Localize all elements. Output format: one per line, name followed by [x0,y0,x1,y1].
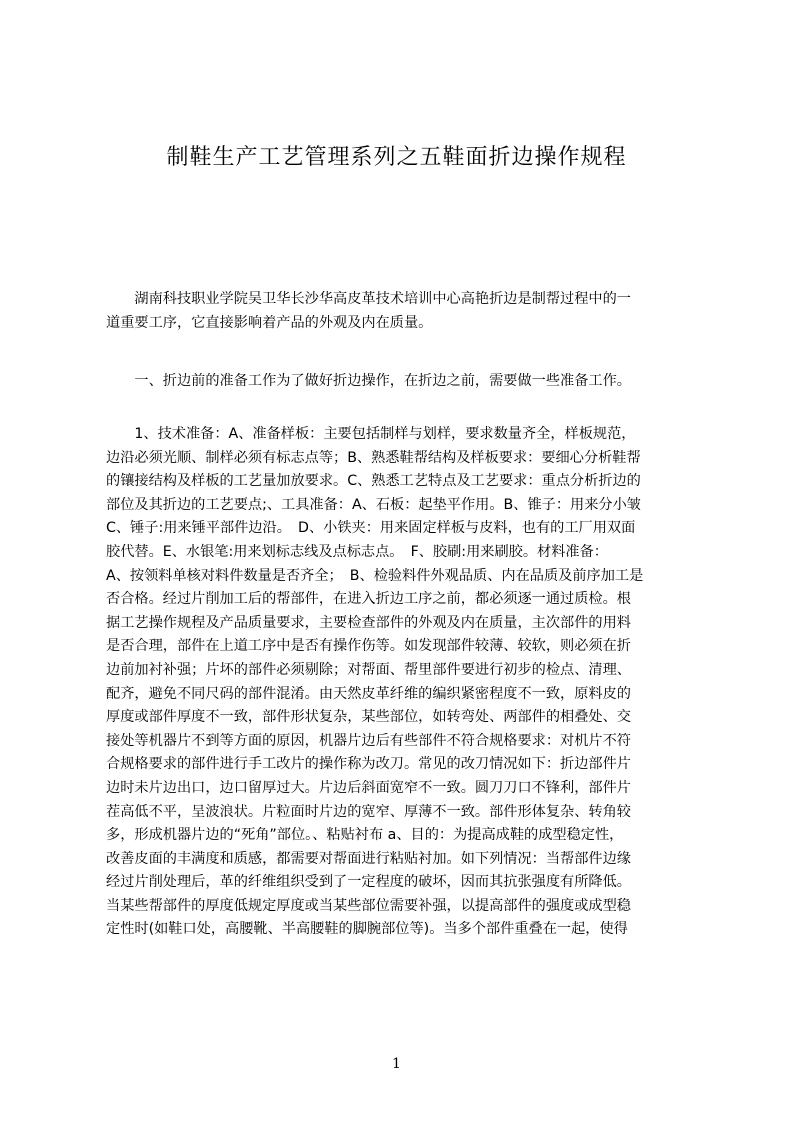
text-line: 定性时(如鞋口处，高腰靴、半高腰鞋的脚腕部位等)。当多个部件重叠在一起，使得 [106,921,628,938]
text-line: A、按领料单核对料件数量是否齐全； B、检验料件外观品质、内在品质及前序加工是 [106,567,644,584]
text-line: 的镶接结构及样板的工艺量加放要求。C、熟悉工艺特点及工艺要求：重点分析折边的 [106,473,641,490]
text-line: 道重要工序，它直接影响着产品的外观及内在质量。 [106,314,433,331]
text-line: 湖南科技职业学院吴卫华长沙华高皮革技术培训中心高艳折边是制帮过程中的一 [106,291,631,307]
text-line: 否合格。经过片削加工后的帮部件，在进入折边工序之前，都必须逐一通过质检。根 [106,591,631,608]
text-line: 边前加衬补强；片坏的部件必须剔除；对帮面、帮里部件要进行初步的检点、清理、 [106,661,631,678]
text-line: 边沿必须光顺、制样必须有标志点等；B、熟悉鞋帮结构及样板要求：要细心分析鞋帮 [106,449,641,466]
text-line: 接处等机器片不到等方面的原因，机器片边后有些部件不符合规格要求：对机片不符 [106,732,631,749]
text-line: 边时未片边出口，边口留厚过大。片边后斜面宽窄不一致。圆刀刀口不锋利，部件片 [106,779,631,796]
text-line: 改善皮面的丰满度和质感，都需要对帮面进行粘贴衬加。如下列情况：当帮部件边缘 [106,850,631,867]
body-paragraph [106,423,706,942]
text-line: 胶代替。E、水银笔:用来划标志线及点标志点。 F、胶刷:用来刷胶。材料准备： [106,543,608,560]
text-line: 据工艺操作规程及产品质量要求，主要检查部件的外观及内在质量，主次部件的用料 [106,614,631,631]
section-heading [106,370,706,394]
text-line: 一、折边前的准备工作为了做好折边操作，在折边之前，需要做一些准备工作。 [106,373,631,389]
text-line: 是否合理，部件在上道工序中是否有操作伤等。如发现部件较薄、较软，则必须在折 [106,638,631,655]
page-number: 1 [392,1056,401,1072]
text-line: 部位及其折边的工艺要点;、工具准备：A、石板：起垫平作用。B、锥子：用来分小皱 [106,496,641,513]
intro-paragraph [106,288,706,335]
text-line: 厚度或部件厚度不一致，部件形状复杂，某些部位，如转弯处、两部件的相叠处、交 [106,709,631,726]
text-line: 1、技术准备：A、准备样板：主要包括制样与划样，要求数量齐全，样板规范， [106,426,636,442]
page-title: 制鞋生产工艺管理系列之五鞋面折边操作规程 [166,145,627,170]
text-line: 经过片削处理后，革的纤维组织受到了一定程度的破坏，因而其抗张强度有所降低。 [106,874,631,891]
text-line: 合规格要求的部件进行手工改片的操作称为改刀。常见的改刀情况如下：折边部件片 [106,756,631,773]
text-line: 多，形成机器片边的“死角”部位。、粘贴衬布 a、目的：为提高成鞋的成型稳定性， [106,827,624,844]
text-line: 茬高低不平，呈波浪状。片粒面时片边的宽窄、厚薄不一致。部件形体复杂、转角较 [106,803,631,820]
text-line: C、锤子:用来锤平部件边沿。 D、小铁夹：用来固定样板与皮料，也有的工厂用双面 [106,520,636,537]
text-line: 配齐，避免不同尺码的部件混淆。由天然皮革纤维的编织紧密程度不一致，原料皮的 [106,685,631,702]
text-line: 当某些帮部件的厚度低规定厚度或当某些部位需要补强，以提高部件的强度或成型稳 [106,897,631,914]
